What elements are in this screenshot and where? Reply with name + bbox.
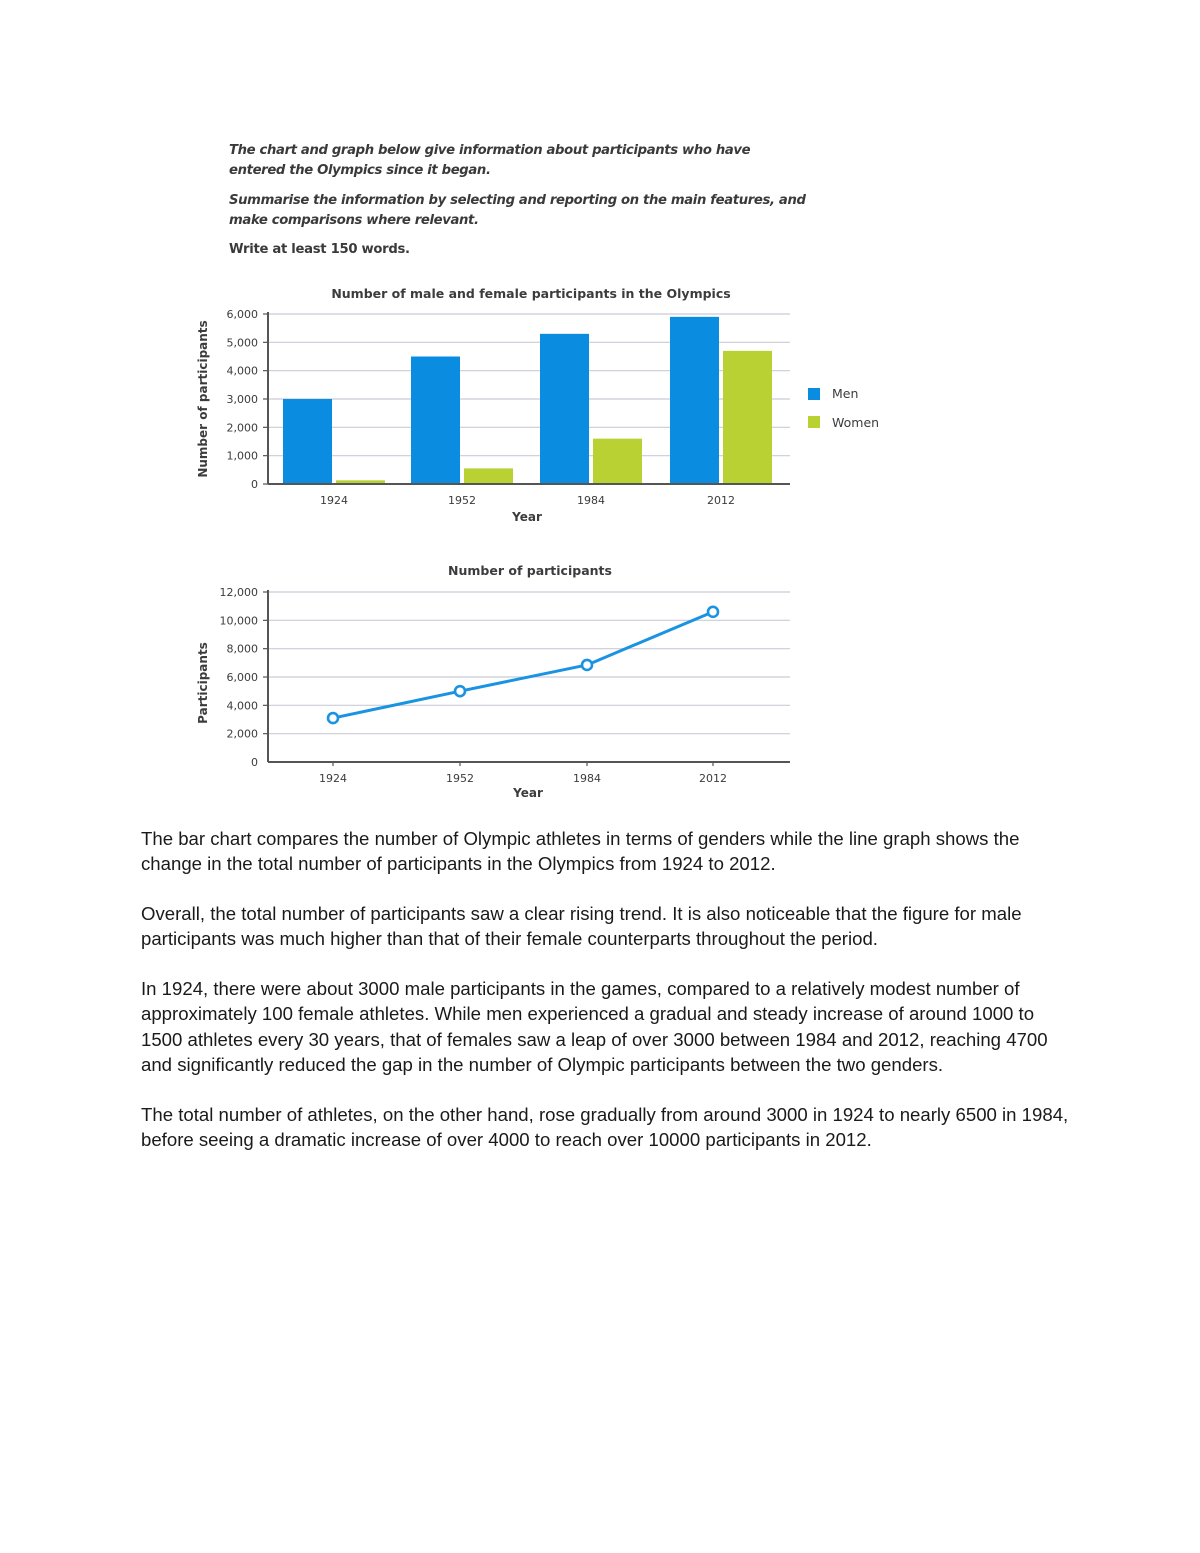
y-tick-label: 6,000	[226, 671, 258, 684]
bar-chart-title: Number of male and female participants in the Olympics	[331, 286, 731, 301]
x-tick-label: 1952	[448, 494, 476, 507]
series-line	[333, 612, 713, 718]
line-chart-title: Number of participants	[448, 563, 612, 578]
data-point-marker	[455, 686, 465, 696]
essay-paragraph: In 1924, there were about 3000 male participants in the games, compared to a relatively modest number of approximately 100 female athletes. While men experienced a gradual and steady increase of around 1000 to 1500 athletes every 30 years, that of females saw a leap of over 3000 between 1984 and 2012, reaching 4700 and significantly reduced the gap in the number of Olympic participants between the two genders.	[141, 978, 1048, 1075]
y-tick-label: 10,000	[219, 614, 258, 628]
x-tick-label: 2012	[707, 494, 735, 507]
y-tick-label: 2,000	[226, 421, 258, 435]
x-tick-label: 2012	[699, 772, 727, 785]
task-line-1: The chart and graph below give information about participants who have entered the Olympics since it began.	[229, 143, 751, 178]
legend-men-label: Men	[832, 386, 859, 401]
y-tick-label: 8,000	[226, 642, 258, 656]
task-word-count: Write at least 150 words.	[229, 242, 410, 257]
essay-paragraph: The bar chart compares the number of Olympic athletes in terms of genders while the line graph shows the change in the total number of participants in the Olympics from 1924 to 2012.	[141, 828, 1020, 875]
y-tick-label: 2,000	[226, 727, 258, 741]
y-tick-label: 6,000	[226, 308, 258, 321]
y-tick-label: 12,000	[219, 586, 258, 599]
data-point-marker	[708, 607, 718, 617]
y-tick-label: 0	[251, 478, 258, 491]
bar-chart-ylabel: Number of participants	[196, 320, 210, 478]
line-chart-ylabel: Participants	[196, 642, 210, 724]
y-tick-label: 4,000	[226, 699, 258, 713]
y-tick-label: 0	[251, 756, 258, 769]
line-chart-xlabel: Year	[513, 786, 543, 800]
data-point-marker	[582, 660, 592, 670]
legend-women-label: Women	[832, 415, 880, 430]
essay-paragraph: Overall, the total number of participants saw a clear rising trend. It is also noticeable that the figure for male participants was much higher than that of their female counterparts throughout the period.	[141, 903, 1022, 950]
x-tick-label: 1984	[573, 772, 601, 785]
x-tick-label: 1924	[320, 494, 348, 507]
x-tick-label: 1952	[446, 772, 474, 785]
essay-body	[141, 826, 1071, 1177]
essay-paragraph: The total number of athletes, on the other hand, rose gradually from around 3000 in 1924 to nearly 6500 in 1984, before seeing a dramatic increase of over 4000 to reach over 10000 participants in 2012.	[141, 1103, 1069, 1150]
y-tick-label: 5,000	[226, 336, 258, 350]
x-tick-label: 1924	[319, 772, 347, 785]
y-tick-label: 1,000	[226, 449, 258, 463]
task-line-2: Summarise the information by selecting and reporting on the main features, and make comparisons where relevant.	[229, 193, 806, 228]
data-point-marker	[328, 713, 338, 723]
y-tick-label: 3,000	[226, 393, 258, 406]
y-tick-label: 4,000	[226, 364, 258, 378]
bar-chart-xlabel: Year	[512, 510, 542, 524]
x-tick-label: 1984	[577, 494, 605, 507]
